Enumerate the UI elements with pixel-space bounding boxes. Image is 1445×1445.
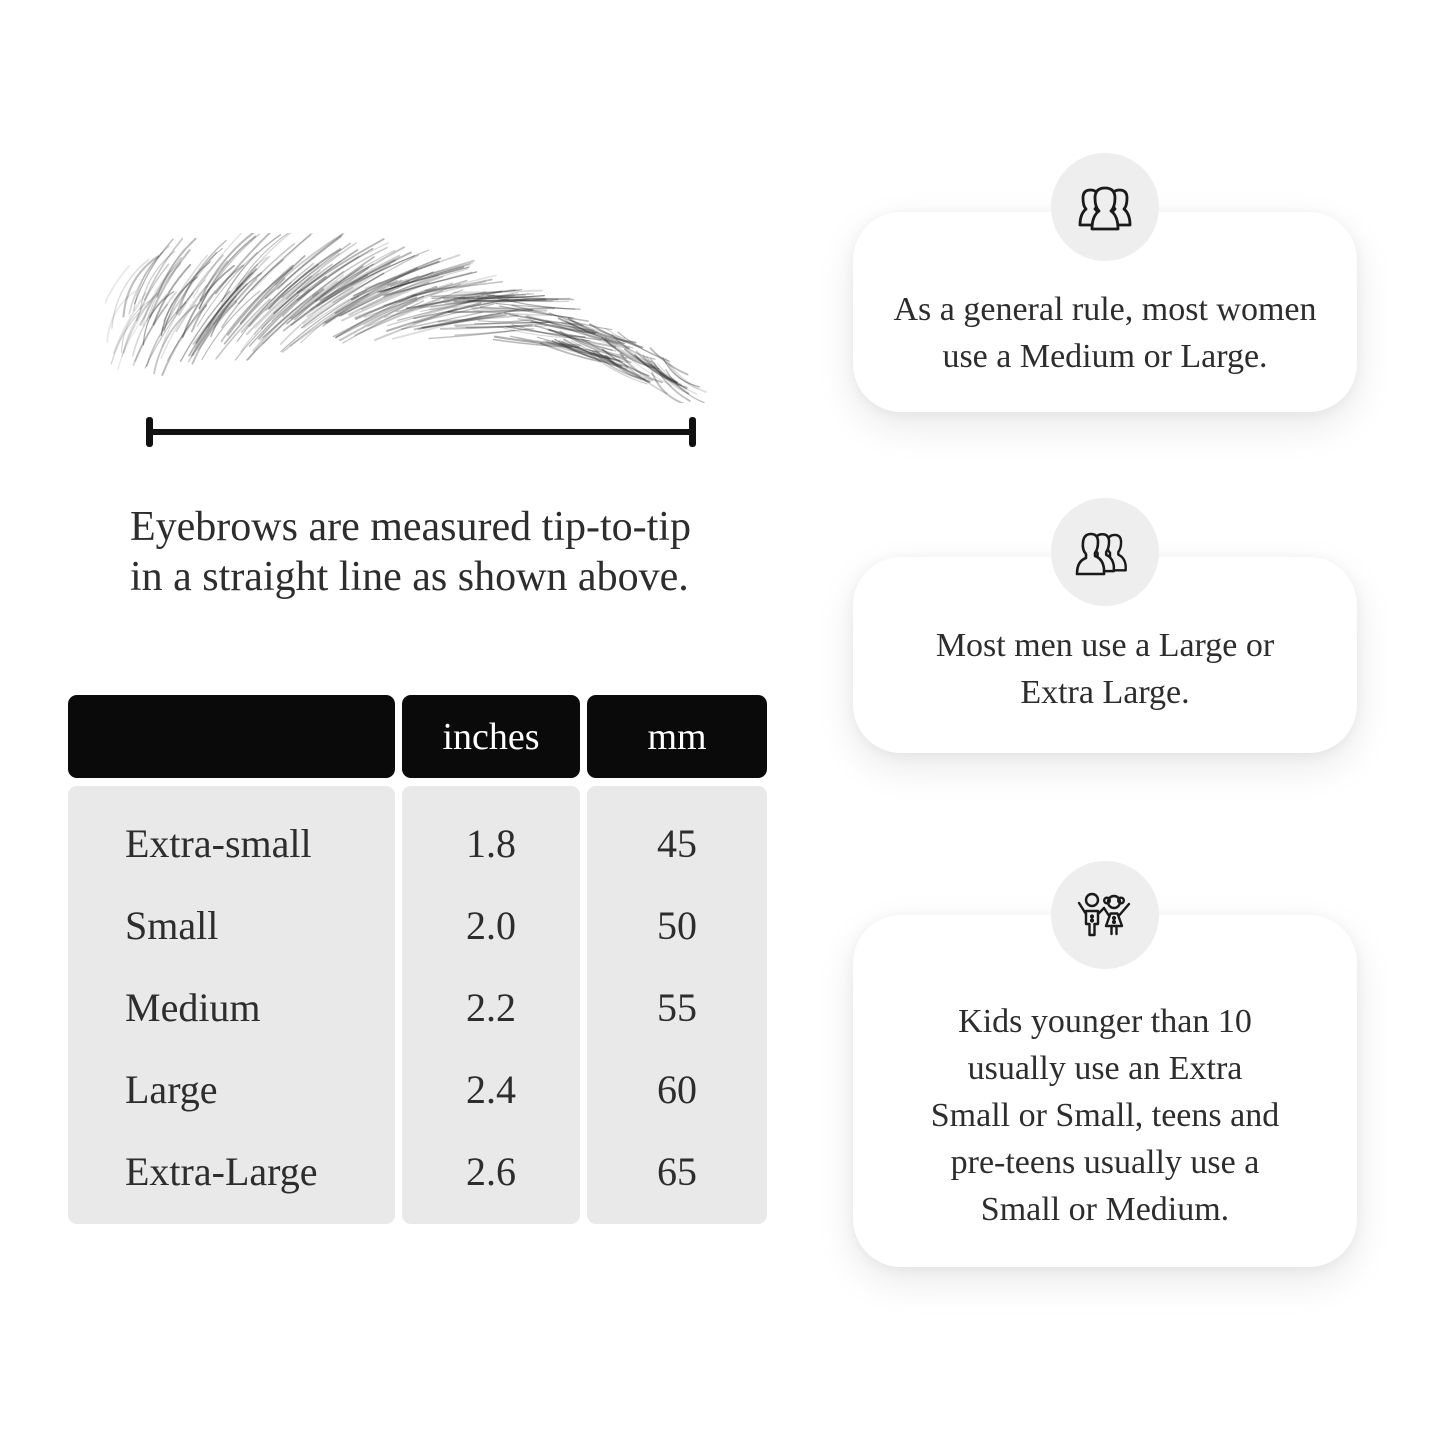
men-text-line-2: Extra Large. <box>1020 674 1190 711</box>
size-table <box>68 695 767 1224</box>
women-text-line-1: As a general rule, most women <box>893 291 1317 328</box>
caption-line-1: Eyebrows are measured tip-to-tip <box>130 504 691 550</box>
size-label: Large <box>125 1066 218 1112</box>
men-badge-circle <box>1051 498 1159 606</box>
measurement-caption <box>130 502 691 602</box>
inches-column <box>402 786 580 1224</box>
kids-text-line-3: Small or Small, teens and <box>930 1096 1280 1134</box>
size-label-column <box>68 786 395 1224</box>
kids-text-line-2: usually use an Extra <box>967 1049 1243 1087</box>
size-label: Extra-small <box>125 820 312 866</box>
men-sizing-text <box>936 622 1274 716</box>
kids-sizing-text <box>931 998 1279 1233</box>
table-header-inches: inches <box>402 695 580 778</box>
mm-value: 60 <box>657 1066 697 1112</box>
kids-text-line-4: pre-teens usually use a <box>950 1143 1260 1181</box>
measurement-endcap-right <box>689 417 696 447</box>
mm-value: 45 <box>657 820 697 866</box>
women-sizing-text <box>894 286 1317 380</box>
inches-value: 2.0 <box>466 902 516 948</box>
inches-value: 2.2 <box>466 984 516 1030</box>
size-label: Small <box>125 902 219 948</box>
size-label: Medium <box>125 984 261 1030</box>
group-men-icon <box>1073 526 1137 578</box>
women-badge-circle <box>1051 153 1159 261</box>
mm-value: 65 <box>657 1148 697 1194</box>
mm-value: 50 <box>657 902 697 948</box>
size-label: Extra-Large <box>125 1148 318 1194</box>
group-women-icon <box>1072 177 1138 237</box>
mm-column <box>587 786 767 1224</box>
kids-icon <box>1073 887 1137 943</box>
inches-value: 2.4 <box>466 1066 516 1112</box>
inches-value: 2.6 <box>466 1148 516 1194</box>
eyebrow-sketch-svg <box>105 233 715 403</box>
eyebrow-illustration <box>105 233 715 403</box>
inches-value: 1.8 <box>466 820 516 866</box>
table-header-size <box>68 695 395 778</box>
kids-text-line-5: Small or Medium. <box>980 1190 1230 1228</box>
table-header-mm: mm <box>587 695 767 778</box>
mm-value: 55 <box>657 984 697 1030</box>
measurement-line <box>146 429 696 435</box>
kids-badge-circle <box>1051 861 1159 969</box>
caption-line-2: in a straight line as shown above. <box>130 554 689 600</box>
men-text-line-1: Most men use a Large or <box>935 627 1275 664</box>
kids-text-line-1: Kids younger than 10 <box>958 1002 1252 1040</box>
women-text-line-2: use a Medium or Large. <box>942 338 1268 375</box>
